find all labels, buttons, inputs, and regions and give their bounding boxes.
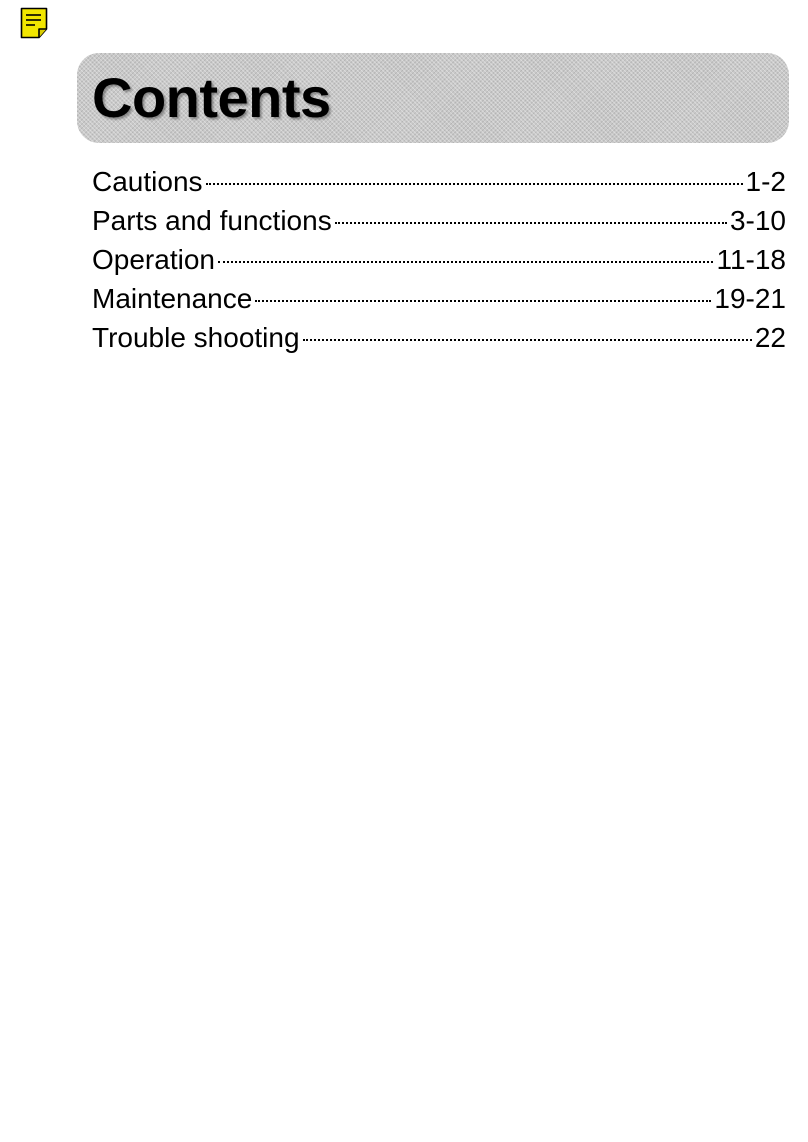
toc-entry-label: Parts and functions (92, 205, 332, 236)
toc-entry-maintenance[interactable] (92, 279, 786, 318)
toc-entry-label: Cautions (92, 166, 203, 197)
toc-dot-leader (218, 261, 713, 263)
title-band (77, 53, 789, 143)
toc-entry-operation[interactable] (92, 240, 786, 279)
toc-entry-page: 19-21 (714, 283, 786, 314)
toc-dot-leader (303, 339, 752, 341)
toc-entry-trouble-shooting[interactable] (92, 318, 786, 357)
table-of-contents (92, 162, 786, 357)
page-title: Contents (92, 66, 331, 129)
toc-entry-page: 11-18 (716, 244, 786, 275)
toc-entry-parts-and-functions[interactable] (92, 201, 786, 240)
toc-dot-leader (255, 300, 711, 302)
toc-entry-label: Trouble shooting (92, 322, 300, 353)
toc-dot-leader (335, 222, 727, 224)
toc-entry-cautions[interactable] (92, 162, 786, 201)
sticky-note-icon[interactable] (20, 7, 48, 39)
toc-entry-label: Maintenance (92, 283, 253, 314)
toc-entry-page: 22 (754, 322, 786, 353)
toc-entry-page: 3-10 (729, 205, 786, 236)
toc-dot-leader (206, 183, 743, 185)
toc-entry-page: 1-2 (745, 166, 786, 197)
toc-entry-label: Operation (92, 244, 215, 275)
